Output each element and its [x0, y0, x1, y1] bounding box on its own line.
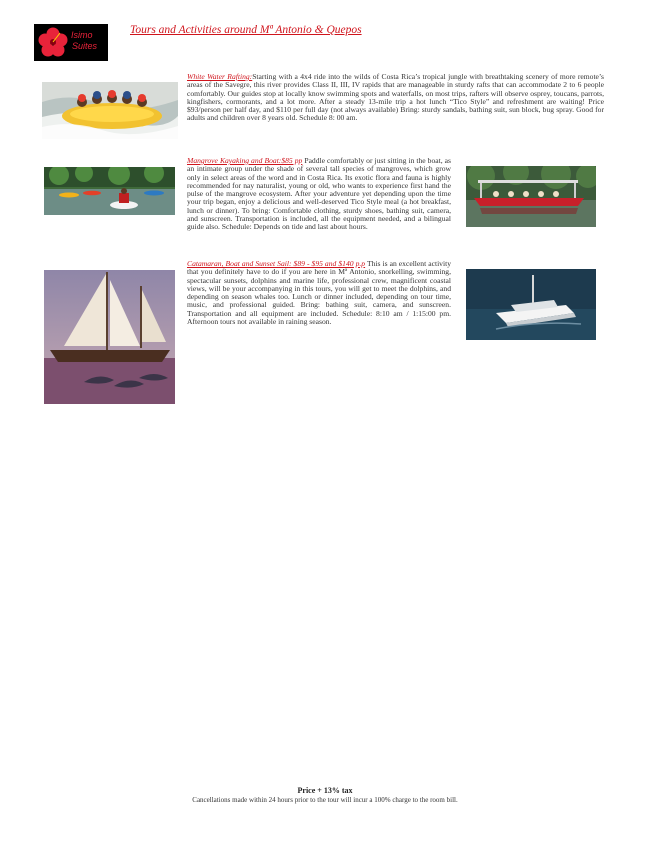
footer-price-note: Price + 13% tax [297, 786, 353, 795]
logo-text-line2: Suites [72, 41, 98, 51]
mangrove-boat-photo [466, 166, 596, 227]
hotel-logo [34, 24, 108, 61]
footer-cancellation-note: Cancellations made within 24 hours prior to the tour will incur a 100% charge to the room bill. [192, 796, 458, 804]
catamaran-photo [466, 269, 596, 340]
tour-mangrove-title[interactable]: Mangrove Kayaking and Boat:$85 pp [187, 156, 303, 165]
hibiscus-flower-icon [38, 27, 68, 57]
sunset-sail-photo [44, 270, 175, 404]
logo-text-line1: Isimo [71, 30, 93, 40]
tour-mangrove-description [187, 157, 451, 232]
tour-catamaran-text: This is an excellent activity that you definitely have to do if you are here in Mª Antonio, snorkelling, swimming, spectacular sunsets, dolphins and marine life, professional crew, magnificent coastal views, will be your accompanying in this tours, you will get to meet the dolphins, and depending on season whales too. Lunch or dinner included, depending on tour time, music, and professional guided. Bring: bathing suit, camera, and sunscreen. Transportation and all equipment are included. Schedule: 8:10 am / 1:15:00 pm. Afternoon tours not available in raining season. [187, 259, 451, 327]
kayaking-photo [44, 167, 175, 215]
rafting-photo [42, 82, 178, 139]
tour-catamaran-description [187, 260, 451, 326]
page-title[interactable]: Tours and Activities around Mª Antonio & Quepos [130, 24, 362, 36]
tour-mangrove-text: Paddle comfortably or just sitting in the boat, as an intimate group under the shade of several tall species of mangroves, which grow only in select areas of the word and in Costa Rica. Its exotic flora and fauna is highly recommended for nay naturalist, young or old, who wants to experience first hand the pulse of the mangrove ecosystem. After your adventure yet depending upon the time your trip began, enjoy a delicious and well-deserved Tico Style meal (a hot breakfast, lunch or dinner). To bring: Comfortable clothing, sturdy shoes, bathing suit, camera, and sunscreen. Transportation is included, all the equipment needed, and a bilingual guide also. Schedule: Depends on tide and last about hours. [187, 156, 451, 232]
tour-rafting-description [187, 73, 604, 123]
tour-catamaran-title[interactable]: Catamaran, Boat and Sunset Sail: $89 - $95 and $140 p.p [187, 259, 366, 268]
tour-rafting-title[interactable]: White Water Rafting: [187, 72, 253, 81]
tour-rafting-text: Starting with a 4x4 ride into the wilds of Costa Rica’s tropical jungle with breathtaking scenery of more remote’s areas of the Savegre, this river provides Class II, III, IV rapids that are manageable in sturdy rafts that can accommodate 2 to 6 people comfortably. Our guides stop at locally know swimming spots and waterfalls, on most trips, rafters will observe osprey, toucans, parrots, kingfishers, cormorants, and a lot more. After a steady 13-mile trip a hot lunch “Tico Style” and refreshment are waiting! Price $93/person per half day, and $110 per full day (not always available) Bring: sturdy sandals, bathing suit, sun block, bug spray. Good for adults and children over 8 years old. Schedule 8: 00 am. [187, 72, 604, 123]
